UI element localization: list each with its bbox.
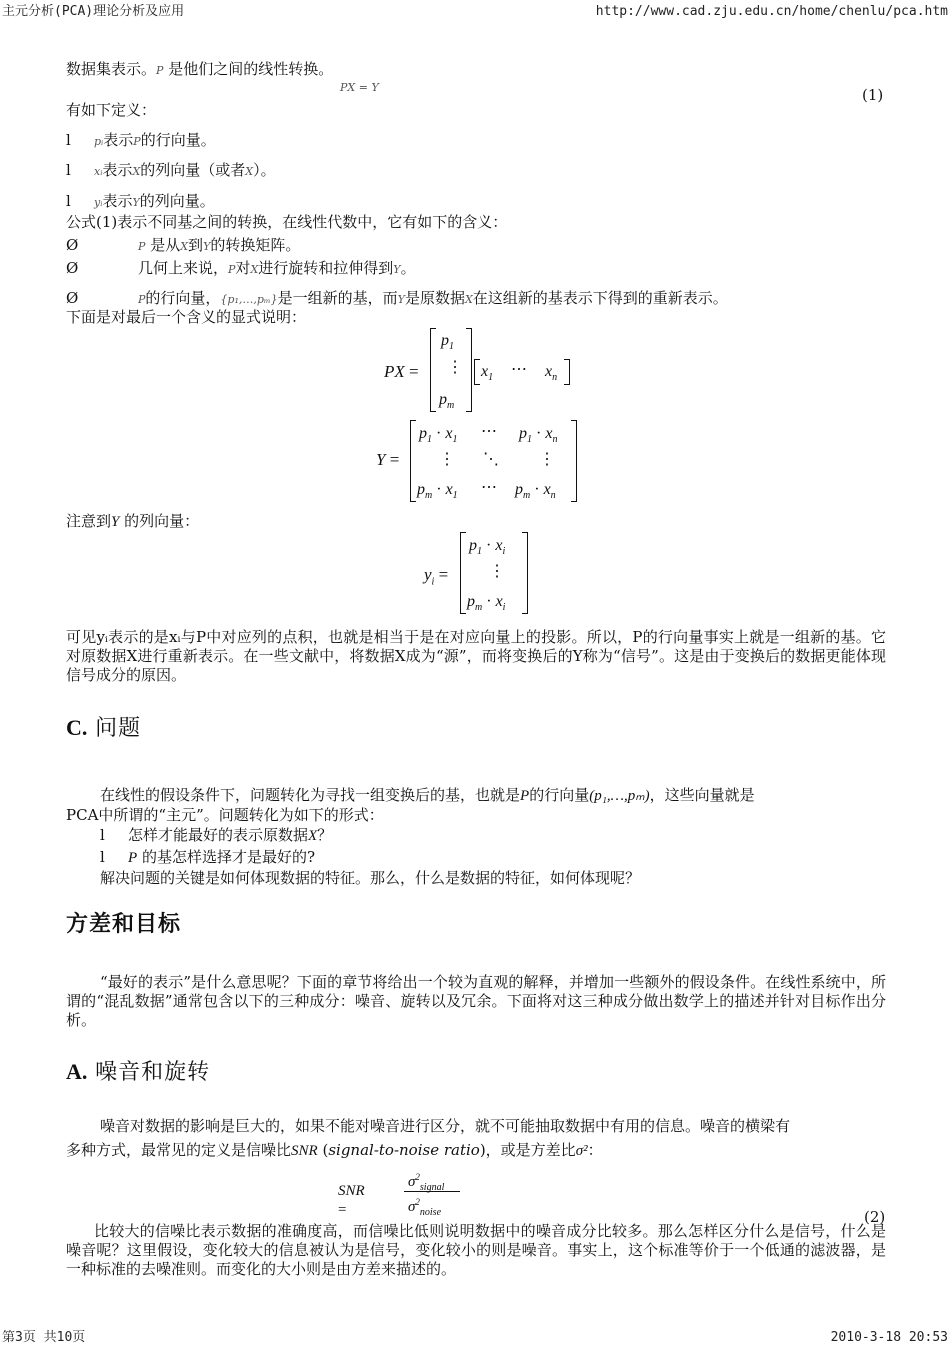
definition-item [66,131,216,151]
symbol-p: P [128,850,138,866]
text: 表示 [102,161,133,179]
defs-title: 有如下定义： [66,101,157,119]
text: 进行旋转和拉伸得到 [258,259,394,277]
explanation-paragraph: 可见yᵢ表示的是xᵢ与P中对应列的点积，也就是相当于是在对应向量上的投影。所以，P的行向量事实上就是一组新的基。它对原数据X进行重新表示。在一些文献中，将数据X成为“源”，而将变换后的Y称为“信号”。这是由于变换后的数据更能体现信号成分的原因。 [66,628,886,684]
symbol-xi: xᵢ [94,165,103,178]
section-title: 方差和目标 [66,912,182,937]
bullet: l [66,131,71,149]
text: 。 [400,259,416,277]
text: ）。 [253,161,276,179]
section-a-paragraph-2: 比较大的信噪比表示数据的准确度高，而信噪比低则说明数据中的噪音成分比较多。那么怎样区分什么是信号，什么是噪音呢？这里假设，变化较大的信息被认为是信号，变化较小的则是噪音。事实上，这个标准等价于一个低通的滤波器，是一种标准的去噪准则。而变化的大小则是由方差来描述的。 [66,1222,886,1278]
text: 表示 [103,131,134,149]
meaning-title: 公式(1)表示不同基之间的转换，在线性代数中，它有如下的含义： [66,213,508,231]
text: 是一组新的基，而 [277,289,398,307]
text: ( [322,1141,329,1159]
intro-line [66,60,333,80]
section-a-para-line1: 噪音对数据的影响是巨大的，如果不能对噪音进行区分，就不可能抽取数据中有用的信息。噪音的横梁有 [100,1117,791,1135]
text: 怎样才能最好的表示原数据 [128,826,309,844]
symbol-y: Y [111,514,120,530]
meaning-item [66,236,300,256]
matrix-yi: $p_1 \cdot x_i$ ⋮ $p_m \cdot x_i$ [460,532,528,614]
meaning-item [66,289,728,309]
symbol-x: X [132,165,141,178]
text: 注意到 [66,512,112,530]
text: 是他们之间的线性转换。 [168,60,334,78]
symbol-x: X [250,263,259,276]
arrow-bullet: Ø [66,236,79,254]
symbol-y: Y [203,240,211,253]
symbol-p: P [228,263,236,276]
symbol-y: Y [397,293,405,306]
text: )，或是方差比 [479,1141,576,1159]
question-item [100,848,315,868]
symbol-yi: yᵢ [94,196,103,209]
bullet: l [66,192,71,210]
text: 的列向量。 [139,192,215,210]
symbol-basis: (p₁,…,pₘ) [589,788,650,804]
matrix-x-row: $x_1$ ⋯ $x_n$ [474,359,570,385]
section-a-para-line2 [66,1141,603,1161]
symbol-basis: {p₁,…,pₘ} [220,293,278,306]
symbol-y: Y [393,263,401,276]
symbol-pi: pᵢ [94,135,104,148]
section-c-para-2: 解决问题的关键是如何体现数据的特征。那么，什么是数据的特征，如何体现呢？ [100,869,641,887]
symbol-p: P [138,240,146,253]
symbol-p: P [156,64,164,77]
symbol-snr: SNR [338,1183,365,1199]
text: 的转换矩阵。 [210,236,301,254]
text: 是从 [150,236,181,254]
page-header-url: http://www.cad.zju.edu.cn/home/chenlu/pca.htm [595,4,948,19]
section-label: A. [66,1059,88,1084]
section-c-para-line2: PCA中所谓的“主元”。问题转化为如下的形式： [66,806,384,824]
equation-number: (1) [862,86,884,104]
math-yi-lhs: $y_i$ = [424,565,449,588]
subscript-noise: noise [419,1207,442,1218]
definition-item [66,161,276,181]
text: signal-to-noise ratio [328,1141,480,1159]
subscript-signal: signal [419,1182,445,1193]
section-title: 问题 [95,716,142,741]
arrow-bullet: Ø [66,289,79,307]
text: 的行向量 [529,786,590,804]
equation-1: PX = Y [340,81,379,94]
question-item [100,826,332,846]
variance-heading [66,912,182,937]
page-footer-date: 2010-3-18 20:53 [830,1330,948,1345]
symbol-p: P [133,135,141,148]
text: ，这些向量就是 [649,786,755,804]
definition-item [66,192,215,212]
meaning-item [66,259,416,279]
symbol-x: X [464,293,473,306]
column-note [66,512,199,532]
math-y-lhs: Y = [376,450,400,469]
text: ？ [317,826,333,844]
text: 几何上来说， [138,259,229,277]
symbol-y: Y [132,196,140,209]
explicit-note: 下面是对最后一个含义的显式说明： [66,308,307,326]
text: 是原数据 [404,289,465,307]
matrix-p-column: $p_1$ ⋮ $p_m$ [430,328,472,412]
symbol-p: P [138,293,146,306]
section-title: 噪音和旋转 [95,1060,211,1085]
text: 的行向量， [145,289,221,307]
symbol-x: X [245,165,254,178]
symbol-sigma2: σ² [575,1143,588,1159]
bullet: l [100,826,105,844]
text: 的基怎样选择才是最好的? [141,848,315,866]
text: 在这组新的基表示下得到的重新表示。 [472,289,728,307]
symbol-x: X [180,240,189,253]
variance-paragraph: “最好的表示”是什么意思呢？下面的章节将给出一个较为直观的解释，并增加一些额外的假设条件。在线性系统中，所谓的“混乱数据”通常包含以下的三种成分：噪音、旋转以及冗余。下面将对这三种成分做出数学上的描述并针对目标作出分析。 [66,973,886,1029]
bullet: l [66,161,71,179]
text: ： [587,1141,603,1159]
matrix-y: $p_1 \cdot x_1$ ⋯ $p_1 \cdot x_n$ ⋮ ⋱ ⋮ $p_m \cdot x_1$ ⋯ $p_m \cdot x_n$ [410,420,577,502]
symbol-snr: SNR [291,1143,318,1159]
section-a-heading [66,1059,211,1085]
symbol-x: X [308,828,318,844]
text: 对 [235,259,251,277]
equation-number: (2) [864,1208,886,1226]
text: 的列向量（或者 [140,161,246,179]
section-c-para [100,786,755,806]
text: 在线性的假设条件下，问题转化为寻找一组变换后的基，也就是 [100,786,521,804]
text: 的行向量。 [140,131,216,149]
text: 多种方式，最常见的定义是信噪比 [66,1141,292,1159]
section-c-heading [66,715,142,741]
section-label: C. [66,715,88,740]
arrow-bullet: Ø [66,259,79,277]
text: 到 [188,236,204,254]
bullet: l [100,848,105,866]
symbol-p: P [520,788,530,804]
text: 数据集表示。 [66,60,157,78]
text: 表示 [102,192,133,210]
text: 的列向量： [124,512,200,530]
math-px-lhs: PX = [384,362,419,381]
page-footer-pages: 第3页 共10页 [2,1330,86,1345]
page-header-title: 主元分析(PCA)理论分析及应用 [2,4,185,19]
